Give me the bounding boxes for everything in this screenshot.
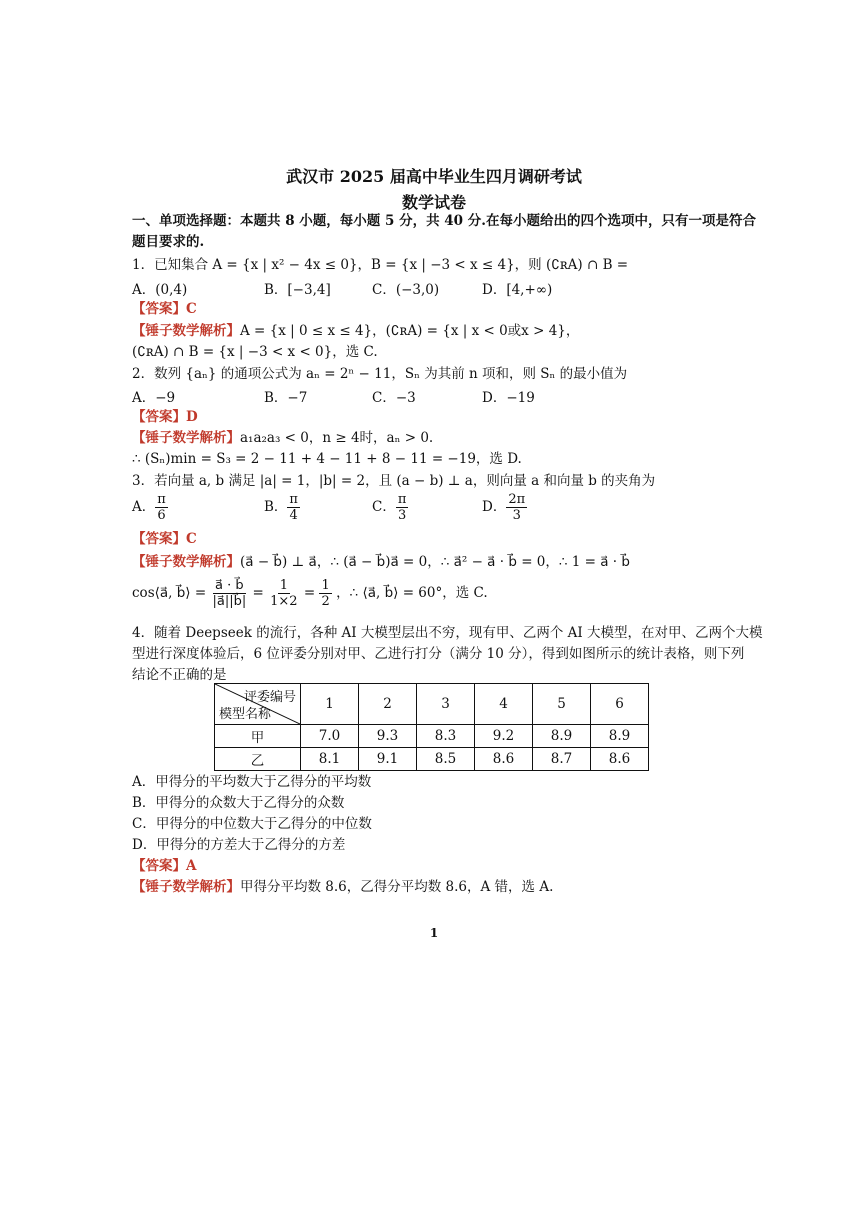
q4-stem-line3: 结论不正确的是 — [132, 667, 227, 683]
fraction-dot-over-norms — [210, 578, 248, 609]
model-name: 乙 — [215, 748, 301, 771]
q1-option-b: B．[−3,4] — [264, 282, 331, 298]
q1-analysis-line2: (∁ʀA) ∩ B = {x | −3 < x < 0}，选 C. — [132, 344, 378, 360]
fraction-numerator: 1 — [279, 578, 288, 593]
q2-option-d: D．−19 — [482, 390, 535, 406]
q3-option-c-fraction — [396, 492, 409, 523]
q4-option-d: D．甲得分的方差大于乙得分的方差 — [132, 837, 346, 853]
q3-option-a-fraction — [155, 492, 168, 523]
q3-option-c — [372, 492, 408, 523]
q2-analysis-text1: a₁a₂a₃ < 0，n ≥ 4时，aₙ > 0. — [240, 430, 434, 446]
q2-answer — [132, 408, 198, 426]
fraction-numerator: π — [397, 492, 407, 507]
q3-option-b-letter: B． — [264, 499, 288, 515]
score-cell: 9.2 — [475, 725, 533, 748]
q3-option-b-fraction — [287, 492, 300, 523]
section-heading-line2: 题目要求的. — [132, 234, 205, 250]
q3-option-c-letter: C． — [372, 499, 396, 515]
cos-expression: cos⟨a⃗, b⃗⟩ = — [132, 585, 207, 601]
fraction-numerator: 2π — [508, 492, 526, 507]
score-cell: 9.1 — [359, 748, 417, 771]
q1-option-a: A．(0,4) — [132, 282, 188, 298]
judge-1: 1 — [301, 684, 359, 725]
fraction-denominator: 3 — [512, 508, 521, 523]
exam-title: 武汉市 2025 届高中毕业生四月调研考试 — [286, 167, 582, 186]
q2-analysis-line1 — [132, 429, 433, 447]
fraction-denominator: 6 — [157, 508, 166, 523]
judge-number-label: 评委编号 — [243, 690, 296, 705]
q4-stem-line2: 型进行深度体验后，6 位评委分别对甲、乙进行打分（满分 10 分），得到如图所示的统计表格，则下列 — [132, 646, 745, 662]
q4-answer-value: A — [186, 858, 197, 874]
score-cell: 8.9 — [591, 725, 649, 748]
judge-4: 4 — [475, 684, 533, 725]
angle-conclusion: ，∴ ⟨a⃗, b⃗⟩ = 60°，选 C. — [336, 585, 488, 601]
q2-option-b: B．−7 — [264, 390, 308, 406]
q4-option-a: A．甲得分的平均数大于乙得分的平均数 — [132, 774, 372, 790]
fraction-one-over-two-product — [268, 578, 299, 609]
score-cell: 8.3 — [417, 725, 475, 748]
score-cell: 8.1 — [301, 748, 359, 771]
model-name-label: 模型名称 — [219, 707, 272, 722]
analysis-label: 【锤子数学解析】 — [132, 554, 240, 570]
q3-option-b — [264, 492, 300, 523]
q4-stem-line1: 4．随着 Deepseek 的流行，各种 AI 大模型层出不穷，现有甲、乙两个 AI 大模型，在对甲、乙两个大模 — [132, 625, 763, 641]
q3-option-a-letter: A． — [132, 499, 156, 515]
section-heading-line1: 一、单项选择题：本题共 8 小题，每小题 5 分，共 40 分.在每小题给出的四个选项中，只有一项是符合 — [132, 213, 756, 229]
judge-3: 3 — [417, 684, 475, 725]
q3-option-a — [132, 492, 168, 523]
table-header-row — [215, 684, 649, 725]
q2-option-c: C．−3 — [372, 390, 416, 406]
model-name: 甲 — [215, 725, 301, 748]
q2-option-a: A．−9 — [132, 390, 176, 406]
q3-stem: 3．若向量 a, b 满足 |a| = 1，|b| = 2，且 (a − b) ⊥ a，则向量 a 和向量 b 的夹角为 — [132, 473, 656, 489]
analysis-label: 【锤子数学解析】 — [132, 323, 240, 339]
fraction-one-half — [319, 578, 331, 609]
fraction-numerator: π — [157, 492, 166, 507]
q3-option-d — [482, 492, 527, 523]
q1-analysis-line1 — [132, 322, 579, 340]
q3-option-d-fraction — [506, 492, 527, 523]
equals-sign: = — [303, 585, 316, 601]
answer-label: 【答案】 — [132, 409, 186, 425]
q1-answer — [132, 300, 197, 318]
score-table — [214, 683, 649, 771]
fraction-denominator: 1×2 — [270, 594, 298, 609]
q1-answer-value: C — [186, 301, 197, 317]
table-diagonal-header — [215, 684, 301, 725]
page-number: 1 — [429, 926, 439, 940]
q3-analysis-text1: (a⃗ − b⃗) ⊥ a⃗，∴ (a⃗ − b⃗)a⃗ = 0，∴ a⃗² − a⃗ · b⃗ = 0，∴ 1 = a⃗ · b⃗ — [240, 554, 630, 570]
q4-answer — [132, 857, 196, 875]
answer-label: 【答案】 — [132, 858, 186, 874]
q3-option-d-letter: D． — [482, 499, 507, 515]
q2-stem: 2．数列 {aₙ} 的通项公式为 aₙ = 2ⁿ − 11，Sₙ 为其前 n 项和，则 Sₙ 的最小值为 — [132, 366, 628, 382]
fraction-denominator: 4 — [289, 508, 298, 523]
q4-analysis — [132, 878, 553, 896]
fraction-denominator: 2 — [321, 594, 330, 609]
judge-6: 6 — [591, 684, 649, 725]
analysis-label: 【锤子数学解析】 — [132, 430, 240, 446]
score-cell: 8.7 — [533, 748, 591, 771]
score-cell: 7.0 — [301, 725, 359, 748]
fraction-numerator: π — [289, 492, 298, 507]
q3-analysis-line2 — [132, 578, 488, 609]
answer-label: 【答案】 — [132, 531, 186, 547]
q2-analysis-line2: ∴ (Sₙ)min = S₃ = 2 − 11 + 4 − 11 + 8 − 11 = −19，选 D. — [132, 451, 522, 467]
score-cell: 8.6 — [475, 748, 533, 771]
score-cell: 8.6 — [591, 748, 649, 771]
q3-answer-value: C — [186, 531, 197, 547]
q1-option-d: D．[4,+∞) — [482, 282, 553, 298]
q3-answer — [132, 530, 197, 548]
analysis-label: 【锤子数学解析】 — [132, 879, 240, 895]
q2-answer-value: D — [186, 409, 198, 425]
q4-analysis-text: 甲得分平均数 8.6，乙得分平均数 8.6，A 错，选 A. — [240, 879, 554, 895]
fraction-denominator: |a⃗||b⃗| — [212, 594, 247, 609]
q1-stem: 1．已知集合 A = {x | x² − 4x ≤ 0}，B = {x | −3 < x ≤ 4}，则 (∁ʀA) ∩ B = — [132, 257, 629, 273]
judge-2: 2 — [359, 684, 417, 725]
fraction-numerator: a⃗ · b⃗ — [215, 578, 244, 593]
score-cell: 8.9 — [533, 725, 591, 748]
fraction-denominator: 3 — [397, 508, 407, 523]
score-cell: 8.5 — [417, 748, 475, 771]
fraction-numerator: 1 — [321, 578, 330, 593]
q1-analysis-text1: A = {x | 0 ≤ x ≤ 4}，(∁ʀA) = {x | x < 0或x > 4}， — [240, 323, 580, 339]
q4-option-c: C．甲得分的中位数大于乙得分的中位数 — [132, 816, 372, 832]
answer-label: 【答案】 — [132, 301, 186, 317]
exam-subtitle: 数学试卷 — [401, 193, 466, 212]
table-row — [215, 725, 649, 748]
q4-option-b: B．甲得分的众数大于乙得分的众数 — [132, 795, 345, 811]
equals-sign: = — [252, 585, 264, 601]
table-row — [215, 748, 649, 771]
q3-analysis-line1 — [132, 553, 630, 571]
q1-option-c: C．(−3,0) — [372, 282, 440, 298]
judge-5: 5 — [533, 684, 591, 725]
score-cell: 9.3 — [359, 725, 417, 748]
